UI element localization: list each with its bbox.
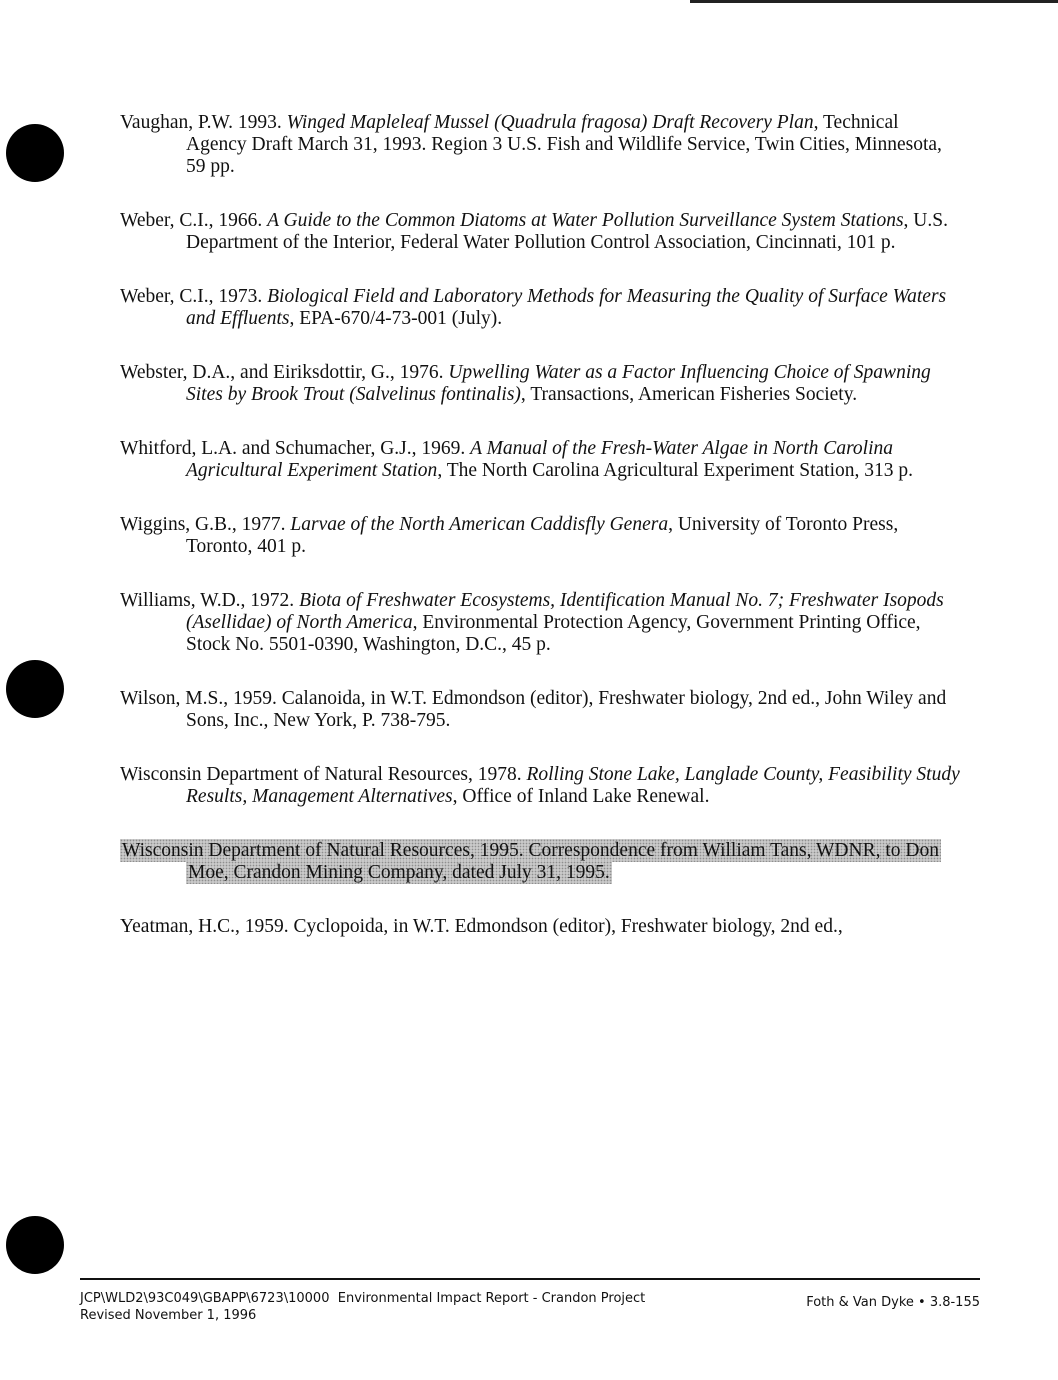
reference-details: , EPA-670/4-73-001 (July). xyxy=(289,308,503,329)
footer-file-path: JCP\WLD2\93C049\GBAPP\6723\10000 xyxy=(80,1291,330,1306)
footer-revised-date: Revised November 1, 1996 xyxy=(80,1308,257,1323)
reference-wdnr-1995-highlighted xyxy=(120,840,962,884)
reference-title: Biological Field and Laboratory Methods for Measuring the Quality of Surface Waters and Effluents xyxy=(186,286,947,329)
reference-title: Upwelling Water as a Factor Influencing Choice of Spawning Sites by Brook Trout (Salvelinus fontinalis) xyxy=(186,362,931,405)
reference-wdnr-1978 xyxy=(120,764,962,808)
reference-author-year: Yeatman, H.C., 1959. xyxy=(120,916,294,937)
punch-hole-middle xyxy=(6,660,64,718)
footer-firm-page-number: Foth & Van Dyke • 3.8-155 xyxy=(806,1295,980,1310)
reference-details: , Technical Agency Draft March 31, 1993. Region 3 U.S. Fish and Wildlife Service, Twin Cities, Minnesota, 59 pp. xyxy=(186,112,942,177)
reference-author-year: Wilson, M.S., 1959. xyxy=(120,688,282,709)
reference-details: , U.S. Department of the Interior, Federal Water Pollution Control Association, Cincinnati, 101 p. xyxy=(186,210,948,253)
reference-title: A Guide to the Common Diatoms at Water Pollution Surveillance System Stations xyxy=(267,210,904,231)
footer-line-1 xyxy=(80,1290,645,1307)
top-edge-rule xyxy=(690,0,1058,3)
footer-left xyxy=(80,1290,645,1324)
reference-author-year: Williams, W.D., 1972. xyxy=(120,590,300,611)
reference-title: A Manual of the Fresh-Water Algae in North Carolina Agricultural Experiment Station xyxy=(186,438,894,481)
highlighted-reference-text: Wisconsin Department of Natural Resources, 1995. Correspondence from William Tans, WDNR, to Don Moe, Crandon Mining Company, dated July 31, 1995. xyxy=(122,840,939,883)
reference-author-year: Vaughan, P.W. 1993. xyxy=(120,112,287,133)
reference-whitford-1969 xyxy=(120,438,962,482)
punch-hole-top xyxy=(6,124,64,182)
reference-details: , University of Toronto Press, Toronto, 401 p. xyxy=(186,514,899,557)
reference-wiggins-1977 xyxy=(120,514,962,558)
reference-author-year: Weber, C.I., 1973. xyxy=(120,286,268,307)
reference-title: Winged Mapleleaf Mussel (Quadrula fragosa) Draft Recovery Plan xyxy=(286,112,814,133)
reference-author-year: Wisconsin Department of Natural Resources, 1978. xyxy=(120,764,527,785)
reference-author-year: Weber, C.I., 1966. xyxy=(120,210,268,231)
reference-details: , Office of Inland Lake Renewal. xyxy=(452,786,710,807)
reference-yeatman-1959 xyxy=(120,916,962,938)
footer-report-title: Environmental Impact Report - Crandon Project xyxy=(337,1291,646,1306)
reference-list xyxy=(120,112,962,970)
reference-weber-1973 xyxy=(120,286,962,330)
reference-williams-1972 xyxy=(120,590,962,656)
reference-title: Biota of Freshwater Ecosystems, Identification Manual No. 7; Freshwater Isopods (Asellidae) of North America xyxy=(186,590,944,633)
reference-details: Calanoida, in W.T. Edmondson (editor), Freshwater biology, 2nd ed., John Wiley and Sons, Inc., New York, P. 738-795. xyxy=(186,688,947,731)
reference-title: Rolling Stone Lake, Langlade County, Feasibility Study Results, Management Alternatives xyxy=(186,764,960,807)
reference-author-year: Webster, D.A., and Eiriksdottir, G., 1976. xyxy=(120,362,449,383)
punch-hole-bottom xyxy=(6,1216,64,1274)
reference-details: , Transactions, American Fisheries Society. xyxy=(520,384,858,405)
reference-vaughan-1993 xyxy=(120,112,962,178)
reference-webster-1976 xyxy=(120,362,962,406)
reference-details: Cyclopoida, in W.T. Edmondson (editor), Freshwater biology, 2nd ed., xyxy=(293,916,843,937)
reference-details: , The North Carolina Agricultural Experiment Station, 313 p. xyxy=(437,460,913,481)
reference-details: , Environmental Protection Agency, Government Printing Office, Stock No. 5501-0390, Washington, D.C., 45 p. xyxy=(186,612,921,655)
reference-title: Larvae of the North American Caddisfly Genera xyxy=(290,514,669,535)
footer-rule xyxy=(80,1278,980,1280)
reference-wilson-1959 xyxy=(120,688,962,732)
reference-weber-1966 xyxy=(120,210,962,254)
reference-author-year: Wiggins, G.B., 1977. xyxy=(120,514,291,535)
reference-author-year: Whitford, L.A. and Schumacher, G.J., 1969. xyxy=(120,438,471,459)
